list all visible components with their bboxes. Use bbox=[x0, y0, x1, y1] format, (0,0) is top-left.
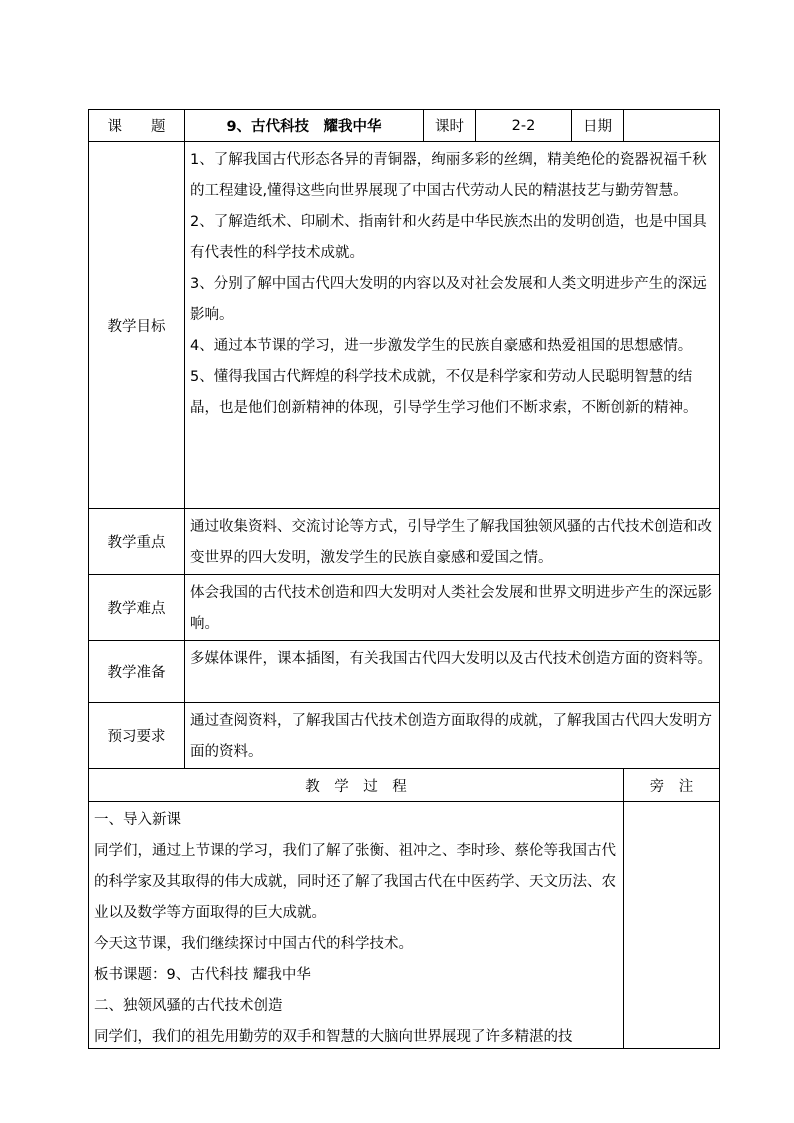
objective-paragraph: 1、了解我国古代形态各异的青铜器，绚丽多彩的丝绸，精美绝伦的瓷器祝福千秋的工程建设,懂得这些向世界展现了中国古代劳动人民的精湛技艺与勤劳智慧。 bbox=[190, 152, 707, 199]
preview-paragraph: 通过查阅资料，了解我国古代技术创造方面取得的成就，了解我国古代四大发明方面的资料。 bbox=[190, 713, 712, 760]
process-header-row bbox=[89, 769, 720, 802]
subject-label: 课 题 bbox=[89, 110, 185, 142]
section-content bbox=[185, 509, 720, 575]
section-row-preview bbox=[89, 703, 720, 769]
process-content bbox=[89, 802, 624, 1049]
notes-heading: 旁 注 bbox=[624, 769, 720, 802]
objective-paragraph: 4、通过本节课的学习，进一步激发学生的民族自豪感和热爱祖国的思想感情。 bbox=[190, 338, 693, 354]
objective-paragraph: 3、分别了解中国古代四大发明的内容以及对社会发展和人类文明进步产生的深远影响。 bbox=[190, 276, 707, 323]
period-value: 2-2 bbox=[476, 110, 572, 142]
lesson-plan-table bbox=[88, 109, 720, 1049]
process-line: 今天这节课，我们继续探讨中国古代的科学技术。 bbox=[94, 936, 413, 952]
section-row-key-points bbox=[89, 509, 720, 575]
process-line: 二、独领风骚的古代技术创造 bbox=[94, 998, 283, 1014]
section-content bbox=[185, 703, 720, 769]
lesson-title: 9、古代科技 耀我中华 bbox=[185, 110, 424, 142]
section-label: 教学难点 bbox=[89, 575, 185, 641]
process-heading: 教 学 过 程 bbox=[89, 769, 624, 802]
process-line: 板书课题：9、古代科技 耀我中华 bbox=[94, 967, 311, 983]
preparation-paragraph: 多媒体课件，课本插图，有关我国古代四大发明以及古代技术创造方面的资料等。 bbox=[190, 651, 712, 667]
process-line: 同学们，通过上节课的学习，我们了解了张衡、祖冲之、李时珍、蔡伦等我国古代的科学家及其取得的伟大成就，同时还了解了我国古代在中医药学、天文历法、农业以及数学等方面取得的巨大成就。 bbox=[94, 843, 616, 921]
process-line: 同学们，我们的祖先用勤劳的双手和智慧的大脑向世界展现了许多精湛的技 bbox=[94, 1029, 573, 1045]
section-content bbox=[185, 641, 720, 703]
date-label: 日期 bbox=[572, 110, 624, 142]
section-label: 教学目标 bbox=[89, 142, 185, 509]
section-label: 教学重点 bbox=[89, 509, 185, 575]
objective-paragraph: 2、了解造纸术、印刷术、指南针和火药是中华民族杰出的发明创造，也是中国具有代表性的科学技术成就。 bbox=[190, 214, 707, 261]
section-content bbox=[185, 575, 720, 641]
header-row bbox=[89, 110, 720, 142]
difficulties-paragraph: 体会我国的古代技术创造和四大发明对人类社会发展和世界文明进步产生的深远影响。 bbox=[190, 585, 712, 632]
section-row-objectives bbox=[89, 142, 720, 509]
process-line: 一、导入新课 bbox=[94, 812, 181, 828]
key-points-paragraph: 通过收集资料、交流讨论等方式，引导学生了解我国独领风骚的古代技术创造和改变世界的四大发明，激发学生的民族自豪感和爱国之情。 bbox=[190, 519, 712, 566]
section-row-preparation bbox=[89, 641, 720, 703]
section-label: 教学准备 bbox=[89, 641, 185, 703]
date-value bbox=[624, 110, 720, 142]
process-body-row bbox=[89, 802, 720, 1049]
period-label: 课时 bbox=[424, 110, 476, 142]
section-content bbox=[185, 142, 720, 509]
section-row-difficulties bbox=[89, 575, 720, 641]
notes-content bbox=[624, 802, 720, 1049]
section-label: 预习要求 bbox=[89, 703, 185, 769]
objective-paragraph: 5、懂得我国古代辉煌的科学技术成就，不仅是科学家和劳动人民聪明智慧的结晶，也是他们创新精神的体现，引导学生学习他们不断求索，不断创新的精神。 bbox=[190, 369, 698, 416]
